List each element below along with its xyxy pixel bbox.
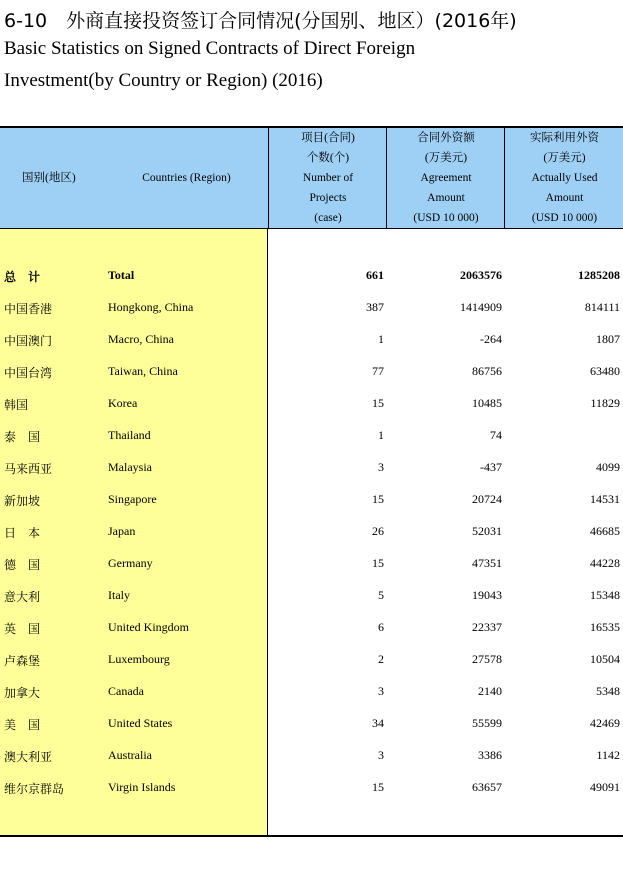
cell-projects: 1: [378, 428, 384, 442]
header-agreement-line: 合同外资额: [417, 132, 475, 144]
table-row: [0, 388, 623, 420]
header-projects-line: (case): [314, 212, 342, 224]
table-title-chinese: 6-10 外商直接投资签订合同情况(分国别、地区）(2016年): [4, 10, 517, 32]
table-row: [0, 484, 623, 516]
cell-projects: 6: [378, 620, 384, 634]
cell-country-en: Total: [108, 268, 135, 282]
cell-agreement-amount: 74: [490, 428, 502, 442]
cell-projects: 3: [378, 460, 384, 474]
cell-projects: 661: [366, 268, 384, 282]
cell-projects: 1: [378, 332, 384, 346]
table-header: [0, 128, 623, 229]
cell-country-cn: 中国澳门: [4, 334, 53, 348]
cell-agreement-amount: -264: [480, 332, 502, 346]
cell-projects: 34: [372, 716, 384, 730]
cell-agreement-amount: 47351: [472, 556, 502, 570]
cell-projects: 3: [378, 748, 384, 762]
cell-country-cn: 中国台湾: [4, 366, 53, 380]
table-row: [0, 356, 623, 388]
header-projects-line: Projects: [309, 192, 347, 204]
cell-actual-amount: 42469: [590, 716, 620, 730]
cell-actual-amount: 46685: [590, 524, 620, 538]
cell-actual-amount: 49091: [590, 780, 620, 794]
cell-projects: 26: [372, 524, 384, 538]
cell-country-en: Hongkong, China: [108, 300, 194, 314]
cell-actual-amount: 15348: [590, 588, 620, 602]
cell-projects: 15: [372, 780, 384, 794]
header-country-en: Countries (Region): [142, 172, 231, 184]
table-title-english-line1: Basic Statistics on Signed Contracts of Direct Foreign: [4, 38, 416, 59]
header-agreement-line: (USD 10 000): [413, 212, 479, 224]
cell-country-en: Virgin Islands: [108, 780, 176, 794]
cell-actual-amount: 14531: [590, 492, 620, 506]
cell-projects: 3: [378, 684, 384, 698]
header-projects: [268, 128, 387, 228]
cell-country-en: Thailand: [108, 428, 151, 442]
header-agreement-amount: [386, 128, 505, 228]
table-row: [0, 708, 623, 740]
cell-agreement-amount: 86756: [472, 364, 502, 378]
cell-country-en: Luxembourg: [108, 652, 170, 666]
header-actual-line: 实际利用外资: [530, 132, 599, 144]
cell-actual-amount: 1285208: [578, 268, 620, 282]
cell-country-cn: 泰 国: [4, 430, 41, 444]
cell-country-en: Australia: [108, 748, 152, 762]
cell-agreement-amount: 63657: [472, 780, 502, 794]
cell-country-en: Malaysia: [108, 460, 152, 474]
cell-projects: 77: [372, 364, 384, 378]
header-actual-line: (万美元): [543, 152, 586, 164]
cell-agreement-amount: 20724: [472, 492, 502, 506]
cell-actual-amount: 44228: [590, 556, 620, 570]
header-actual-line: (USD 10 000): [531, 212, 598, 224]
cell-country-en: United States: [108, 716, 173, 730]
cell-agreement-amount: 3386: [478, 748, 502, 762]
table-row: [0, 452, 623, 484]
cell-country-cn: 德 国: [4, 558, 41, 572]
cell-country-cn: 美 国: [4, 718, 41, 732]
cell-country-cn: 英 国: [4, 622, 41, 636]
cell-projects: 5: [378, 588, 384, 602]
cell-agreement-amount: -437: [480, 460, 502, 474]
cell-actual-amount: 814111: [584, 300, 620, 314]
cell-actual-amount: 1807: [596, 332, 620, 346]
table-row: [0, 420, 623, 452]
cell-agreement-amount: 10485: [472, 396, 502, 410]
table-row: [0, 580, 623, 612]
cell-actual-amount: 10504: [590, 652, 620, 666]
cell-country-en: Korea: [108, 396, 138, 410]
cell-country-cn: 加拿大: [4, 686, 41, 700]
table-row: [0, 324, 623, 356]
table-row: [0, 292, 623, 324]
cell-country-en: Canada: [108, 684, 144, 698]
header-actual-line: Actually Used: [531, 172, 598, 184]
cell-actual-amount: 5348: [596, 684, 620, 698]
cell-projects: 15: [372, 556, 384, 570]
table-bottom-rule: [0, 835, 623, 837]
table-row: [0, 772, 623, 804]
total-row: [0, 260, 623, 292]
cell-projects: 15: [372, 492, 384, 506]
header-country-cn: 国别(地区): [22, 172, 76, 184]
cell-country-en: Macro, China: [108, 332, 174, 346]
table-body: [0, 260, 623, 804]
header-actual-line: Amount: [545, 192, 584, 204]
header-agreement-line: Amount: [427, 192, 465, 204]
cell-agreement-amount: 27578: [472, 652, 502, 666]
cell-country-cn: 新加坡: [4, 494, 41, 508]
cell-country-en: Italy: [108, 588, 130, 602]
cell-country-cn: 韩国: [4, 398, 29, 412]
cell-agreement-amount: 55599: [472, 716, 502, 730]
cell-country-en: United Kingdom: [108, 620, 189, 634]
header-agreement-line: Agreement: [420, 172, 472, 184]
cell-projects: 387: [366, 300, 384, 314]
cell-agreement-amount: 22337: [472, 620, 502, 634]
cell-country-en: Singapore: [108, 492, 157, 506]
cell-agreement-amount: 1414909: [460, 300, 502, 314]
cell-actual-amount: 63480: [590, 364, 620, 378]
table-row: [0, 676, 623, 708]
cell-country-cn: 总 计: [4, 270, 41, 284]
cell-country-en: Germany: [108, 556, 153, 570]
table-row: [0, 644, 623, 676]
cell-country-cn: 意大利: [4, 590, 41, 604]
cell-agreement-amount: 2063576: [460, 268, 502, 282]
cell-agreement-amount: 52031: [472, 524, 502, 538]
header-projects-line: 项目(合同): [301, 132, 355, 144]
table-row: [0, 612, 623, 644]
header-agreement-line: (万美元): [424, 152, 468, 164]
table-row: [0, 516, 623, 548]
cell-country-en: Japan: [108, 524, 136, 538]
cell-actual-amount: 4099: [596, 460, 620, 474]
table-row: [0, 740, 623, 772]
cell-actual-amount: 11829: [590, 396, 620, 410]
cell-country-cn: 马来西亚: [4, 462, 53, 476]
cell-country-en: Taiwan, China: [108, 364, 178, 378]
cell-actual-amount: 1142: [596, 748, 620, 762]
cell-projects: 2: [378, 652, 384, 666]
cell-actual-amount: 16535: [590, 620, 620, 634]
cell-agreement-amount: 19043: [472, 588, 502, 602]
header-projects-line: 个数(个): [306, 152, 350, 164]
header-actual-amount: [504, 128, 623, 228]
header-projects-line: Number of: [302, 172, 354, 184]
cell-country-cn: 卢森堡: [4, 654, 41, 668]
cell-country-cn: 日 本: [4, 526, 41, 540]
table-title-english-line2: Investment(by Country or Region) (2016): [4, 70, 323, 91]
cell-projects: 15: [372, 396, 384, 410]
cell-country-cn: 澳大利亚: [4, 750, 53, 764]
cell-agreement-amount: 2140: [478, 684, 502, 698]
cell-country-cn: 中国香港: [4, 302, 53, 316]
table-row: [0, 548, 623, 580]
cell-country-cn: 维尔京群岛: [4, 782, 65, 796]
